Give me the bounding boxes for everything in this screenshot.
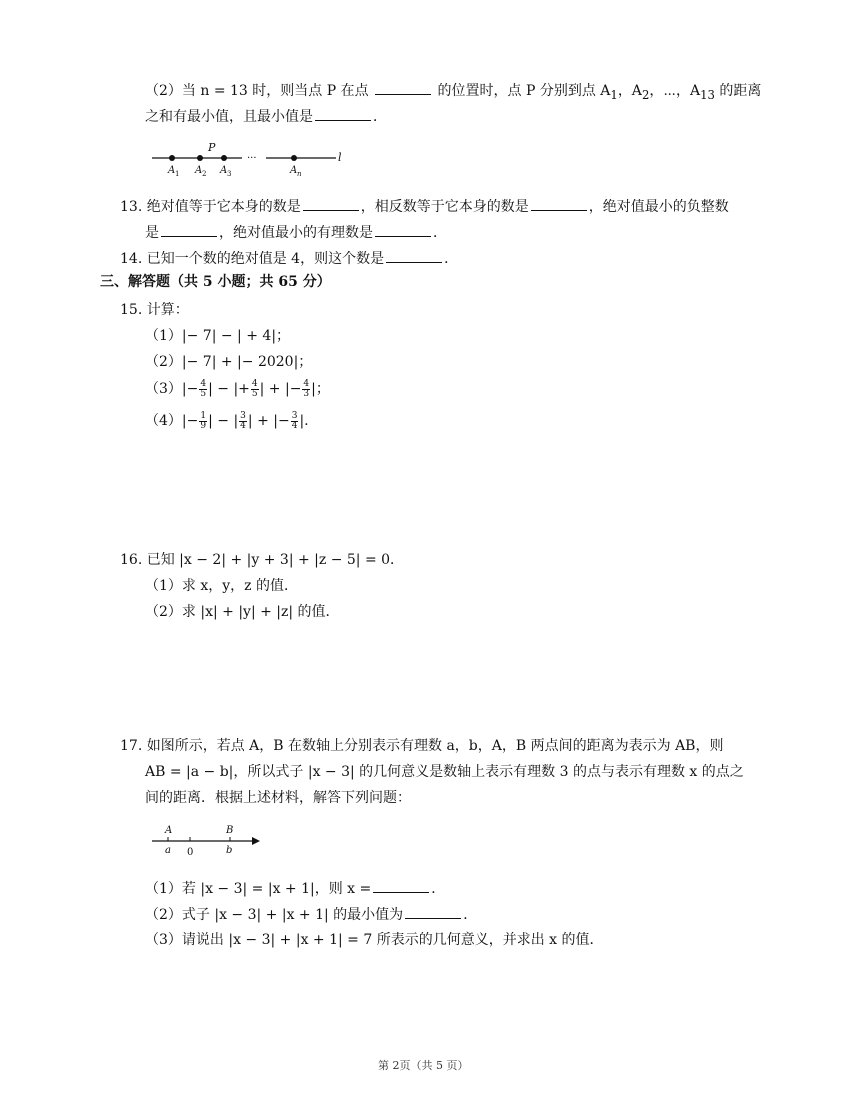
text: 的距离 bbox=[719, 83, 762, 99]
text: 13. 绝对值等于它本身的数是 bbox=[120, 199, 301, 215]
q16-title: 16. 已知 |x − 2| + |y + 3| + |z − 5| = 0． bbox=[120, 552, 405, 568]
answer-blank[interactable] bbox=[375, 222, 431, 237]
q17-part3: （3）请说出 |x − 3| + |x + 1| = 7 所表示的几何意义，并求出 x 的值． bbox=[145, 932, 604, 948]
label-a3: A bbox=[220, 165, 228, 176]
text: ，相反数等于它本身的数是 bbox=[360, 199, 529, 215]
text: ，绝对值最小的负整数 bbox=[588, 199, 729, 215]
label-an: A bbox=[290, 165, 298, 176]
denominator: 9 bbox=[200, 420, 207, 431]
answer-blank[interactable] bbox=[386, 248, 442, 263]
subscript: 13 bbox=[700, 87, 715, 102]
label-a1-sub: 1 bbox=[175, 170, 180, 178]
label-a3-sub: 3 bbox=[227, 170, 232, 178]
answer-blank[interactable] bbox=[405, 904, 461, 919]
text: （2）当 n = 13 时，则当点 P 在点 bbox=[145, 83, 369, 99]
text: ． bbox=[433, 225, 447, 241]
q13-line1 bbox=[120, 196, 729, 217]
q15-part3 bbox=[145, 378, 330, 400]
numerator: 3 bbox=[291, 410, 298, 421]
label-a1: A bbox=[168, 165, 176, 176]
label-b: b bbox=[226, 845, 233, 856]
numerator: 4 bbox=[303, 378, 310, 389]
point-a2 bbox=[197, 155, 203, 161]
q15-part1: （1）|− 7| − | + 4|； bbox=[145, 328, 291, 344]
answer-blank[interactable] bbox=[161, 222, 217, 237]
label-B: B bbox=[226, 825, 234, 836]
answer-blank[interactable] bbox=[315, 106, 371, 121]
label-a: a bbox=[165, 845, 171, 856]
denominator: 4 bbox=[240, 420, 246, 431]
denominator: 5 bbox=[251, 388, 258, 399]
point-a3 bbox=[221, 155, 227, 161]
fraction bbox=[199, 412, 207, 431]
page-footer: 第 2页（共 5 页） bbox=[378, 1059, 469, 1072]
denominator: 3 bbox=[303, 388, 310, 399]
answer-blank[interactable] bbox=[303, 196, 359, 211]
text: | + |− bbox=[259, 381, 302, 397]
q17-part1 bbox=[145, 878, 445, 899]
number-line-figure-q17 bbox=[148, 820, 268, 860]
arrow-head-icon bbox=[252, 837, 260, 845]
label-p: P bbox=[208, 141, 216, 154]
text: | + |− bbox=[247, 413, 290, 429]
subscript: 1 bbox=[610, 87, 618, 102]
numerator: 3 bbox=[240, 410, 246, 421]
numerator: 4 bbox=[200, 378, 207, 389]
q16-part1: （1）求 x，y，z 的值． bbox=[145, 578, 298, 594]
denominator: 4 bbox=[291, 420, 298, 431]
point-an bbox=[291, 155, 297, 161]
answer-blank[interactable] bbox=[531, 196, 587, 211]
label-a2: A bbox=[195, 165, 203, 176]
text: |. bbox=[299, 413, 309, 429]
point-a1 bbox=[169, 155, 175, 161]
label-l: l bbox=[338, 151, 342, 164]
text: | − |+ bbox=[208, 381, 250, 397]
text: （2）式子 |x − 3| + |x + 1| 的最小值为 bbox=[145, 907, 404, 923]
answer-blank[interactable] bbox=[373, 878, 429, 893]
fraction bbox=[302, 380, 310, 399]
text: ，绝对值最小的有理数是 bbox=[219, 225, 373, 241]
q17-line1: 17. 如图所示，若点 A，B 在数轴上分别表示有理数 a，b，A，B 两点间的距离为表示为 AB，则 bbox=[120, 738, 724, 754]
numerator: 4 bbox=[251, 378, 258, 389]
text: ． bbox=[463, 907, 478, 923]
q17-line2: AB = |a − b|，所以式子 |x − 3| 的几何意义是数轴上表示有理数 3 的点与表示有理数 x 的点之 bbox=[145, 764, 744, 780]
subscript: 2 bbox=[641, 87, 650, 102]
text: | − | bbox=[208, 413, 239, 429]
label-0: 0 bbox=[187, 847, 194, 858]
q15-part4 bbox=[145, 410, 309, 432]
text: （4）|− bbox=[145, 413, 199, 429]
ellipsis: ··· bbox=[247, 153, 257, 164]
q12-part2-line1 bbox=[145, 80, 761, 105]
fraction bbox=[291, 412, 299, 431]
text: ． bbox=[431, 881, 446, 897]
q12-part2-line2 bbox=[145, 106, 387, 127]
label-a2-sub: 2 bbox=[202, 170, 207, 178]
text: 是 bbox=[145, 225, 159, 241]
section-heading: 三、解答题（共 5 小题；共 65 分） bbox=[100, 274, 331, 290]
number-line-figure-q12 bbox=[148, 140, 358, 180]
text: ，⋯，A bbox=[649, 83, 701, 99]
fraction bbox=[239, 412, 247, 431]
q17-line3: 间的距离．根据上述材料，解答下列问题： bbox=[145, 790, 411, 806]
denominator: 5 bbox=[200, 388, 207, 399]
label-A: A bbox=[165, 825, 173, 836]
q14-line bbox=[120, 248, 458, 269]
q16-part2: （2）求 |x| + |y| + |z| 的值． bbox=[145, 604, 340, 620]
text: |； bbox=[311, 381, 330, 397]
numerator: 1 bbox=[200, 410, 207, 421]
fraction bbox=[251, 380, 259, 399]
text: （3）|− bbox=[145, 381, 199, 397]
fraction bbox=[199, 380, 207, 399]
q13-line2 bbox=[145, 222, 447, 243]
text: ． bbox=[444, 251, 459, 267]
q17-part2 bbox=[145, 904, 477, 925]
label-an-sub: n bbox=[297, 170, 302, 178]
text: 14. 已知一个数的绝对值是 4，则这个数是 bbox=[120, 251, 385, 267]
text: 之和有最小值，且最小值是 bbox=[145, 109, 313, 125]
q15-title: 15. 计算： bbox=[120, 302, 189, 318]
q15-part2: （2）|− 7| + |− 2020|； bbox=[145, 354, 313, 370]
text: （1）若 |x − 3| = |x + 1|，则 x = bbox=[145, 881, 372, 897]
text: ． bbox=[373, 109, 387, 125]
text: 的位置时，点 P 分别到点 A bbox=[437, 83, 611, 99]
text: ，A bbox=[617, 83, 642, 99]
answer-blank[interactable] bbox=[375, 80, 431, 95]
